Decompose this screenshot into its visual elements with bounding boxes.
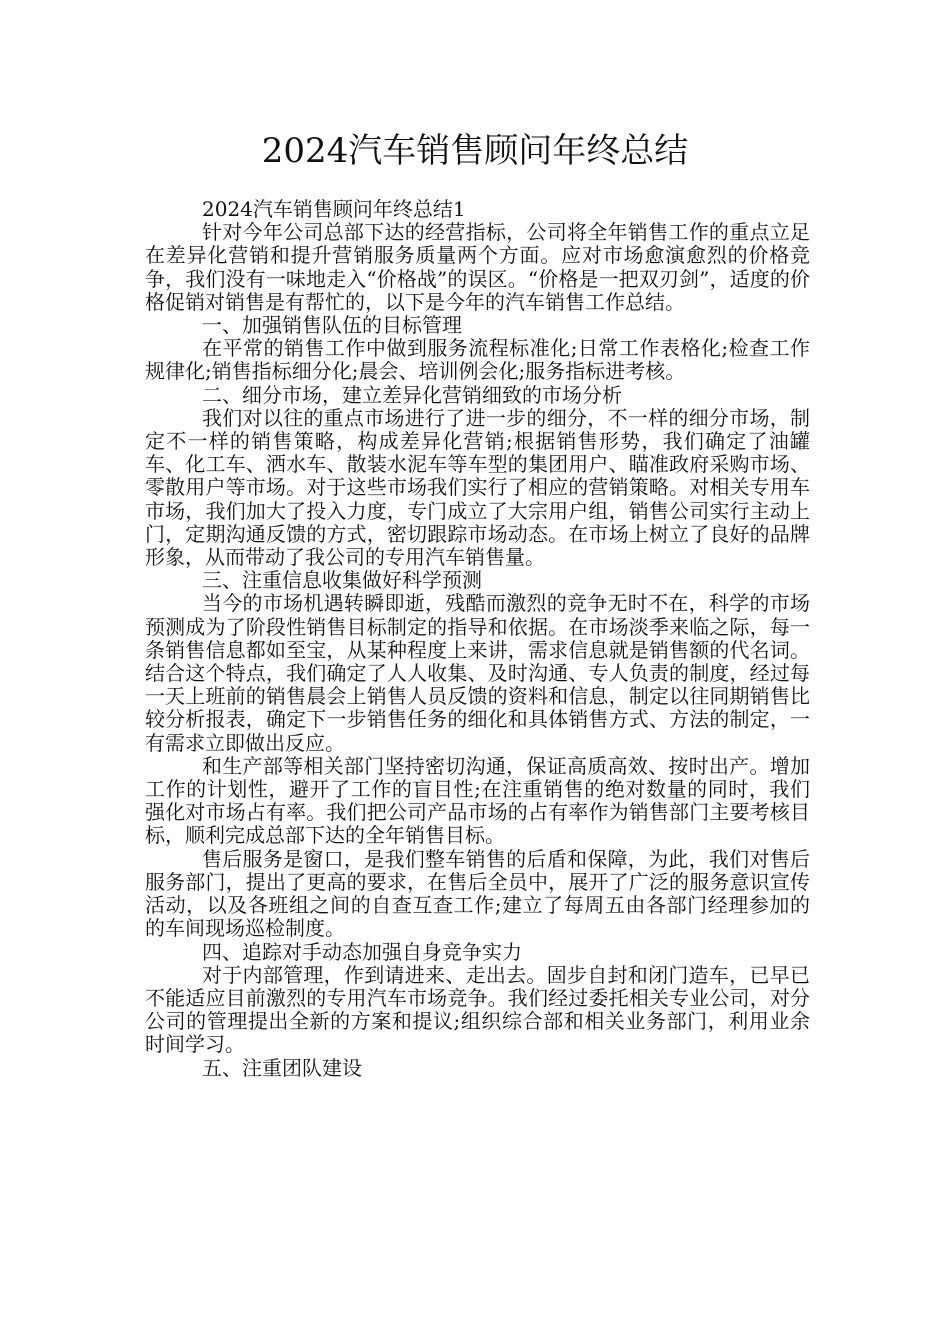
document-body (145, 198, 810, 1080)
heading-5: 五、注重团队建设 (202, 1055, 362, 1080)
paragraph-5: 售后服务是窗口，是我们整车销售的后盾和保障，为此，我们对售后服务部门，提出了更高的要求，在售后全员中，展开了广泛的服务意识宣传活动，以及各班组之间的自查互查工作;建立了每周五由各部门经理参加的的车间现场巡检制度。 (145, 846, 810, 941)
paragraph-2: 我们对以往的重点市场进行了进一步的细分，不一样的细分市场，制定不一样的销售策略，构成差异化营销;根据销售形势，我们确定了油罐车、化工车、洒水车、散装水泥车等车型的集团用户、瞄准政府采购市场、零散用户等市场。对于这些市场我们实行了相应的营销策略。对相关专用车市场，我们加大了投入力度，专门成立了大宗用户组，销售公司实行主动上门，定期沟通反馈的方式，密切跟踪市场动态。在市场上树立了良好的品牌形象，从而带动了我公司的专用汽车销售量。 (145, 405, 810, 570)
document-title: 2024汽车销售顾问年终总结 (261, 131, 689, 171)
heading-2: 二、细分市场，建立差异化营销细致的市场分析 (202, 382, 622, 407)
heading-4: 四、追踪对手动态加强自身竞争实力 (202, 939, 522, 964)
paragraph-3: 当今的市场机遇转瞬即逝，残酷而激烈的竞争无时不在，科学的市场预测成为了阶段性销售目标制定的指导和依据。在市场淡季来临之际，每一条销售信息都如至宝，从某种程度上来讲，需求信息就是销售额的代名词。结合这个特点，我们确定了人人收集、及时沟通、专人负责的制度，经过每一天上班前的销售晨会上销售人员反馈的资料和信息，制定以往同期销售比较分析报表，确定下一步销售任务的细化和具体销售方式、方法的制定，一有需求立即做出反应。 (145, 591, 810, 755)
heading-1: 一、加强销售队伍的目标管理 (202, 313, 462, 338)
section-subtitle: 2024汽车销售顾问年终总结1 (202, 197, 466, 221)
paragraph-1: 在平常的销售工作中做到服务流程标准化;日常工作表格化;检查工作规律化;销售指标细分化;晨会、培训例会化;服务指标进考核。 (145, 336, 810, 384)
intro-paragraph: 针对今年公司总部下达的经营指标，公司将全年销售工作的重点立足在差异化营销和提升营销服务质量两个方面。应对市场愈演愈烈的价格竞争，我们没有一味地走入“价格战”的误区。“价格是一把双刃剑”，适度的价格促销对销售是有帮忙的，以下是今年的汽车销售工作总结。 (145, 220, 810, 314)
heading-3: 三、注重信息收集做好科学预测 (202, 568, 482, 593)
paragraph-4: 和生产部等相关部门坚持密切沟通，保证高质高效、按时出产。增加工作的计划性，避开了工作的盲目性;在注重销售的绝对数量的同时，我们强化对市场占有率。我们把公司产品市场的占有率作为销售部门主要考核目标，顺利完成总部下达的全年销售目标。 (145, 753, 810, 848)
paragraph-6: 对于内部管理，作到请进来、走出去。固步自封和闭门造车，已早已不能适应目前激烈的专用汽车市场竞争。我们经过委托相关专业公司，对分公司的管理提出全新的方案和提议;组织综合部和相关业务部门，利用业余时间学习。 (145, 962, 810, 1057)
